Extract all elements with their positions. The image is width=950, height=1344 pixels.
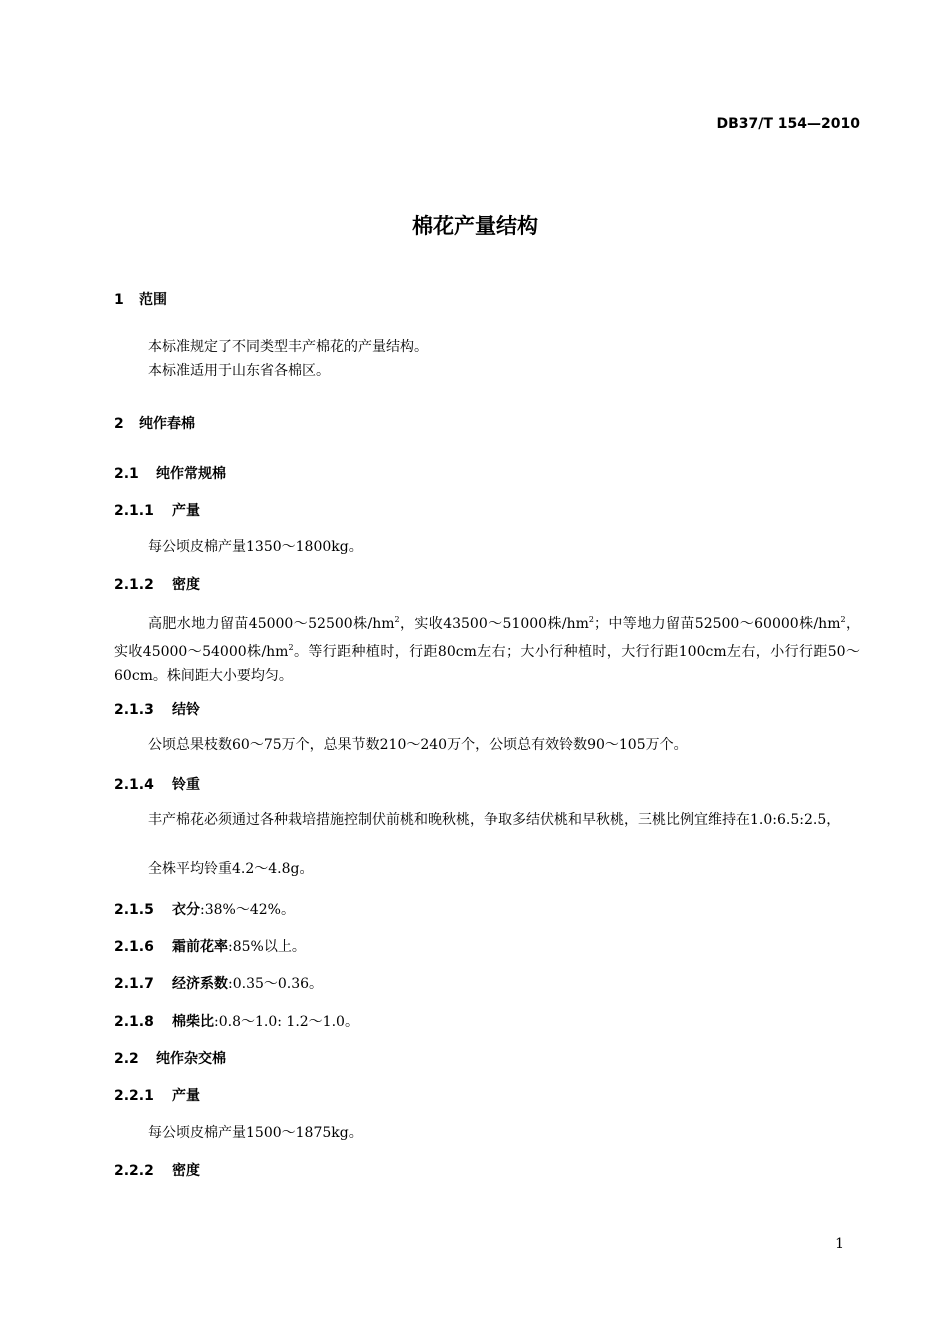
paragraph: 每公顷皮棉产量1500～1875kg。 [148,1125,363,1141]
heading-number: 2.1.3 [114,702,154,718]
paragraph: 每公顷皮棉产量1350～1800kg。 [148,539,363,555]
heading-number: 2.1.5 [114,902,154,918]
heading-number: 1 [114,292,124,308]
heading-label: 经济系数 [172,976,228,992]
standard-number: DB37/T 154—2010 [716,116,860,132]
paragraph: 全株平均铃重4.2～4.8g。 [148,861,314,877]
heading-label: 棉柴比 [172,1014,214,1030]
heading-2-2 [114,1048,226,1068]
heading-label: 衣分 [172,902,200,918]
page-number: 1 [835,1236,844,1252]
heading-value: :0.8～1.0: 1.2～1.0。 [214,1014,359,1030]
heading-2-1-8 [114,1011,359,1031]
heading-2-1-2 [114,574,200,594]
heading-label: 密度 [172,1163,200,1179]
heading-2-2-1 [114,1085,200,1105]
heading-number: 2.1.6 [114,939,154,955]
heading-2-1-3 [114,699,200,719]
density-paragraph: 高肥水地力留苗45000～52500株$/hm^2$，实收43500～51000株$/hm^2$；中等地力留苗52500～60000株$/hm^2$，实收45000～54000株$/hm^2$。等行距种植时，行距80cm左右；大小行种植时，大行行距100cm左右，小行行距50～60cm。株间距大小要均匀。 [114,615,860,684]
heading-value: :0.35～0.36。 [228,976,324,992]
heading-2-1-6 [114,936,306,956]
heading-label: 产量 [172,503,200,519]
heading-number: 2.1.1 [114,503,154,519]
heading-2-1-1 [114,500,200,520]
heading-number: 2.1.7 [114,976,154,992]
heading-2 [114,413,195,433]
heading-number: 2 [114,416,124,432]
document-title: 棉花产量结构 [412,214,538,238]
heading-2-2-2 [114,1160,200,1180]
heading-label: 密度 [172,577,200,593]
heading-label: 纯作春棉 [139,416,195,432]
heading-number: 2.1.2 [114,577,154,593]
heading-value: :85%以上。 [228,939,306,955]
heading-label: 产量 [172,1088,200,1104]
heading-number: 2.1.8 [114,1014,154,1030]
heading-2-1 [114,463,226,483]
heading-number: 2.2.1 [114,1088,154,1104]
heading-2-1-5 [114,899,295,919]
paragraph: 本标准规定了不同类型丰产棉花的产量结构。 [148,339,428,355]
heading-label: 结铃 [172,702,200,718]
heading-number: 2.2.2 [114,1163,154,1179]
heading-label: 范围 [139,292,167,308]
heading-2-1-7 [114,973,323,993]
heading-2-1-4 [114,774,200,794]
heading-1 [114,289,167,309]
paragraph: 公顷总果枝数60～75万个，总果节数210～240万个，公顷总有效铃数90～105万个。 [148,737,688,753]
boll-weight-paragraph: 丰产棉花必须通过各种栽培措施控制伏前桃和晚秋桃，争取多结伏桃和早秋桃，三桃比例宜维持在1.0:6.5:2.5， [148,812,841,828]
heading-number: 2.1 [114,466,139,482]
heading-number: 2.2 [114,1051,139,1067]
paragraph: 本标准适用于山东省各棉区。 [148,363,330,379]
heading-label: 霜前花率 [172,939,228,955]
heading-value: :38%～42%。 [200,902,295,918]
heading-label: 纯作杂交棉 [156,1051,226,1067]
heading-label: 铃重 [172,777,200,793]
heading-number: 2.1.4 [114,777,154,793]
heading-label: 纯作常规棉 [156,466,226,482]
